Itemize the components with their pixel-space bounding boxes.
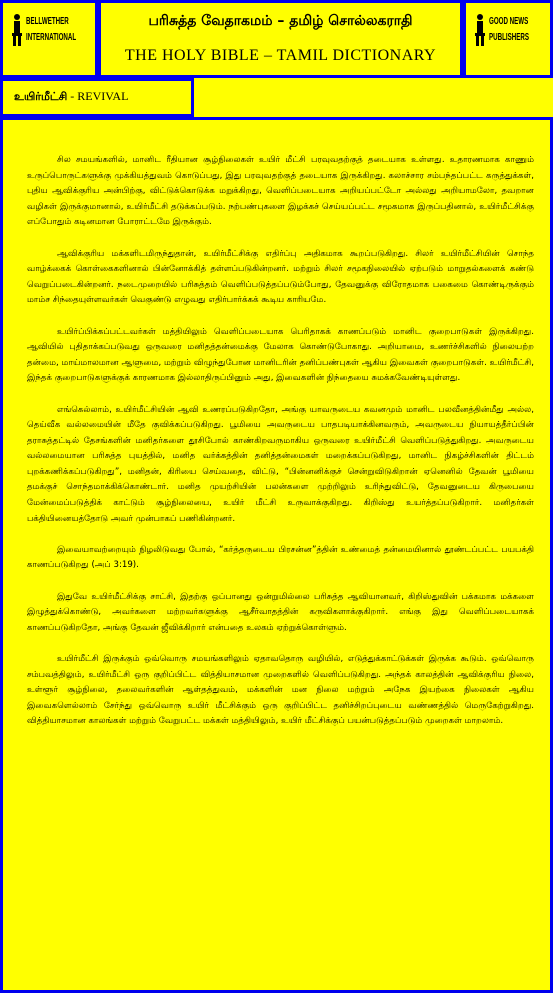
paragraph: எங்கெல்லாம், உயிர்மீட்சியின் ஆவி உணரப்படுகிறதோ, அங்கு யாவருடைய கவனமும் மானிட பலவீனத்தின்மீது அல்ல, தெய்வீக வல்லமையின் மீதே குவிக்கப்படுகிறது. பூமியை அவருடைய பாதபடியாக்கினவரும், அவருடைய நியாயத்தீர்ப்பின் தராசுத்தட்டில் தேசங்களின் மனிதர்களை தூசிபோல் காண்கிறவருமாகிய ஒருவரை உயிர்மீட்சி வெளிப்படுத்துகிறது. அவருடைய வல்லமையான பரிசுத்த புயத்தில், மனித வர்க்கத்தின் தனித்தன்மைகள் மறைக்கப்படுகிறது, மானிட நிகழ்ச்சிகளின் திட்டம் புறக்கணிக்கப்படுகிறது”, மனிதன், கிரியை செய்வதை, விட்டு, “பின்னனிக்குச் சென்றுவிடுகிறான் ஏனெனில் தேவன் பூமியை தமக்குச் சொந்தமாக்கிக்கொண்டார். மனித முயற்சியின் பலன்களை முற்றிலும் உரிந்துவிட்டு, தேவனுடைய கிருபையை மேன்மைப்படுத்திக் காட்டும் சூழ்நிலையை, உயிர் மீட்சி உருவாக்குகிறது. கிறிஸ்து உயர்த்தப்படுகிறார். மனிதர்கள் பக்தியினையத்தோடு அவர் முன்பாகப் பணிகின்றனர். <box>27 404 534 524</box>
publisher-logo-right[interactable] <box>463 0 553 78</box>
entry-body <box>0 117 553 993</box>
logo-text: BELLWETHER INTERNATIONAL <box>26 16 77 43</box>
publisher-logo-left[interactable] <box>0 0 98 78</box>
paragraph: இவையாவற்றையும் நிழலிடுவது போல், “கர்த்தருடைய பிரசன்ன”த்தின் உண்மைத் தன்மையினால் தூண்டப்பட்ட பயபக்தி காணப்படுகிறது (அப் 3:19). <box>27 544 534 571</box>
paragraph: ஆவிக்குரிய மக்களிடமிருந்துதான், உயிர்மீட்சிக்கு எதிர்ப்பு அதிகமாக கூறப்படுகிறது. சிலர் உயிர்மீட்சியின் சொந்த வாழ்க்கைக் கொள்கைகளினால் பின்னோக்கித் தள்ளப்படுகின்றனர். மற்றும் சிலர் சமூகநிலையில் ஏற்படும் மாறுதல்களைக் கண்டு வெறுப்படைகின்றனர். நடைமுறையில் பரிசுத்தம் வெளிப்படுத்தப்படும்போது, தேவனுக்கு விரோதமாக பகைமை கொண்டிருக்கும் மாம்ச சிந்தையுள்ளவர்கள் வெகுண்டு எழுவது எதிர்பார்க்கக் கூடிய காரியமே. <box>27 248 534 306</box>
entry-term-english: REVIVAL <box>77 89 129 103</box>
good-news-logo <box>473 13 553 47</box>
entry-title <box>14 89 128 105</box>
logo-text: GOOD NEWS PUBLISHERS <box>489 16 529 43</box>
title-tamil: பரிசுத்த வேதாகமம் – தமிழ் சொல்லகராதி <box>148 13 413 29</box>
paragraph: இதுவே உயிர்மீட்சிக்கு சாட்சி, இதற்கு ஒப்பானது ஒன்றுமில்லை பரிசுத்த ஆவியானவர், கிறிஸ்துவின் பக்கமாக மக்களை இழுத்துக்கொண்டு, அவர்களை மற்றவர்களுக்கு ஆசீர்வாதத்தின் கருவிகளாக்குகிறார். எங்கு இது வெளிப்படையாகக் காணப்படுகிறதோ, அங்கு தேவன் ஜீவிக்கிறார் என்பதை உலகம் ஏற்றுக்கொள்ளும். <box>27 591 534 633</box>
paragraph: சில சமயங்களில், மானிட ரீதியான சூழ்நிலைகள் உயிர் மீட்சி பரவுவதற்குத் தடையாக உள்ளது. உதாரணமாக காணும் உருப்பொருட்களுக்கு முக்கியத்துவம் கொடுப்பது, இது பரவுவதற்குத் தடையாக இருக்கிறது. கலாச்சார சம்பந்தப்பட்ட கருத்துக்கள், புதிய ஆவிக்குரிய அன்பிற்கு, விட்டுக்கொடுக்க மறுக்கிறது, வெளிப்படையாக அறியப்பட்டோ அல்லது அறியாமலோ, தவறான வழிகள் இருக்குமானால், உயிர்மீட்சி தடுக்கப்படும். நற்பண்புகளை இழக்கச் செய்யப்பட்ட சமூகமாக இருப்பதினால், உயிர்மீட்சிக்கு எப்போதும் கடினமான போராட்டமே இருக்கும். <box>27 155 534 228</box>
entry-heading <box>0 78 194 117</box>
person-figure-icon <box>10 13 24 47</box>
bellwether-logo <box>10 13 107 47</box>
title-english: THE HOLY BIBLE – TAMIL DICTIONARY <box>124 47 437 64</box>
dictionary-header <box>98 0 463 78</box>
paragraph: உயிர்ப்பிக்கப்பட்டவர்கள் மத்தியிலும் வெளிப்படையாக பெரிதாகக் காணப்படும் மானிட குறைபாடுகள் இருக்கிறது. ஆவியில் புதிதாக்கப்படுவது ஒருவரை மனிதத்தன்மைக்கு மேலாக கொண்டுபோகாது. அறியாமை, உணர்ச்சிகளில் நிலையற்ற தன்மை, மாய்மாலமான ஆளுமை, மற்றும் விழுந்துபோன மானிடரின் தனிப்பண்புகள் ஆகிய இவைகள் குறைபாடுகள். உயிர்மீட்சி, இந்தக் குறைபாடுகளுக்குக் காரணமாக இல்லாதிருப்பினும் அது, இவைகளின் நிந்தையை சுமக்கவேண்டியுள்ளது. <box>27 326 534 384</box>
paragraph: உயிர்மீட்சி இருக்கும் ஒவ்வொரு சமயங்களிலும் ஏதாவதொரு வழியில், எடுத்துக்காட்டுக்கள் இருக்க கூடும். ஒவ்வொரு சம்பவத்திலும், உயிர்மீட்சி ஒரு குறிப்பிட்ட வித்தியாசமான முறைகளில் வெளிப்படுகிறது. அந்தக் காலத்தின் ஆவிக்குரிய நிலை, உள்ளூர் சூழ்நிலை, தலைவர்களின் ஆள்தத்துவம், மக்களின் மன நிலை மற்றும் அநேக இயற்கை நிலைகள் ஆகிய இவைகளெல்லாம் சேர்ந்து ஒவ்வொரு உயிர் மீட்சிக்கும் ஒரு குறிப்பிட்ட தனிச்சிறப்புடைய வண்ணத்தில் மெருகேற்றுகிறது. வித்தியாசமான காலங்கள் மற்றும் வேறுபட்ட மக்கள் மத்தியிலும், உயிர் மீட்சிக்குப் பயன்படுத்தப்படும் முறைகள் மாறலாம். <box>27 654 534 727</box>
entry-separator: - <box>67 89 78 103</box>
entry-term-tamil: உயிர்மீட்சி <box>14 90 68 103</box>
person-figure-icon <box>473 13 487 47</box>
entry-content <box>27 153 534 746</box>
